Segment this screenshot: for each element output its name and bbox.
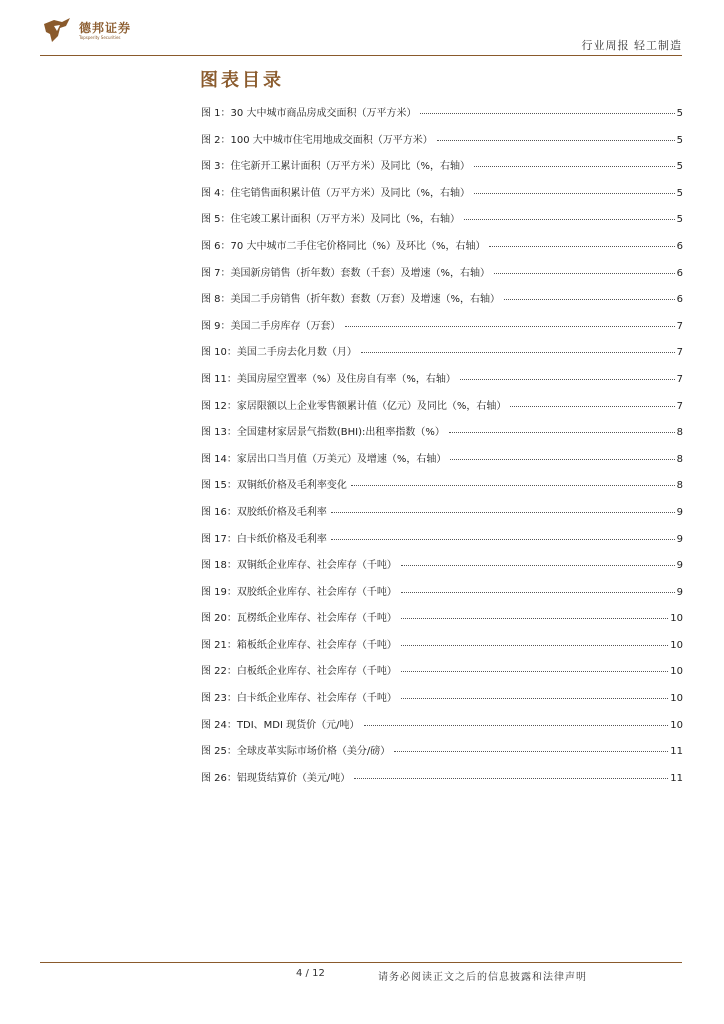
toc-entry-label: 图 21：箱板纸企业库存、社会库存（千吨）: [201, 639, 397, 651]
toc-entry-page: 10: [670, 693, 683, 705]
toc-entry-page: 6: [676, 267, 683, 279]
toc-entry[interactable]: [201, 264, 683, 291]
toc-dot-leader: [401, 592, 675, 593]
toc-entry[interactable]: [201, 530, 683, 557]
toc-entry-page: 7: [676, 320, 683, 332]
toc-dot-leader: [474, 193, 675, 194]
toc-entry[interactable]: [201, 237, 683, 264]
toc-dot-leader: [401, 618, 668, 619]
toc-dot-leader: [361, 352, 675, 353]
legal-disclaimer: 请务必阅读正文之后的信息披露和法律声明: [378, 972, 587, 983]
toc-entry-page: 11: [670, 746, 683, 758]
logo-name-en: Topsperity Securities: [79, 35, 121, 40]
toc-entry-page: 9: [676, 506, 683, 518]
toc-dot-leader: [401, 671, 668, 672]
toc-dot-leader: [364, 725, 669, 726]
toc-dot-leader: [510, 406, 674, 407]
toc-dot-leader: [450, 459, 674, 460]
toc-entry[interactable]: [201, 742, 683, 769]
toc-entry-page: 7: [676, 373, 683, 385]
toc-entry[interactable]: [201, 609, 683, 636]
toc-entry-label: 图 13：全国建材家居景气指数(BHI):出租率指数（%）: [201, 427, 445, 439]
toc-entry[interactable]: [201, 210, 683, 237]
toc-entry[interactable]: [201, 131, 683, 158]
page-header: [0, 0, 724, 60]
toc-entry-label: 图 25：全球皮革实际市场价格（美分/磅）: [201, 746, 391, 758]
toc-entry-page: 8: [676, 480, 683, 492]
toc-dot-leader: [345, 326, 675, 327]
toc-entry[interactable]: [201, 423, 683, 450]
toc-dot-leader: [401, 645, 668, 646]
toc-dot-leader: [331, 539, 675, 540]
report-category: 行业周报 轻工制造: [581, 39, 682, 52]
toc-dot-leader: [474, 166, 675, 167]
toc-dot-leader: [401, 698, 668, 699]
toc-dot-leader: [331, 512, 675, 513]
toc-entry-label: 图 20：瓦楞纸企业库存、社会库存（千吨）: [201, 613, 397, 625]
company-logo: [40, 16, 131, 46]
toc-entry-label: 图 11：美国房屋空置率（%）及住房自有率（%，右轴）: [201, 373, 456, 385]
toc-entry[interactable]: [201, 716, 683, 743]
toc-dot-leader: [351, 485, 675, 486]
toc-dot-leader: [401, 565, 675, 566]
logo-emblem-icon: [40, 16, 74, 46]
toc-entry[interactable]: [201, 290, 683, 317]
toc-entry[interactable]: [201, 450, 683, 477]
toc-entry-page: 9: [676, 533, 683, 545]
toc-entry[interactable]: [201, 476, 683, 503]
toc-entry-page: 7: [676, 347, 683, 359]
toc-entry-page: 11: [670, 772, 683, 784]
toc-entry-label: 图 2：100 大中城市住宅用地成交面积（万平方米）: [201, 134, 433, 146]
toc-entry-page: 10: [670, 666, 683, 678]
toc-entry-page: 5: [676, 214, 683, 226]
toc-dot-leader: [420, 113, 674, 114]
toc-entry[interactable]: [201, 503, 683, 530]
toc-entry[interactable]: [201, 317, 683, 344]
toc-entry-label: 图 3：住宅新开工累计面积（万平方米）及同比（%，右轴）: [201, 161, 471, 173]
toc-entry-page: 5: [676, 161, 683, 173]
toc-entry[interactable]: [201, 636, 683, 663]
toc-entry-label: 图 12：家居限额以上企业零售额累计值（亿元）及同比（%，右轴）: [201, 400, 507, 412]
toc-entry[interactable]: [201, 370, 683, 397]
toc-entry-page: 10: [670, 719, 683, 731]
toc-entry[interactable]: [201, 689, 683, 716]
toc-entry[interactable]: [201, 769, 683, 796]
toc-entry[interactable]: [201, 184, 683, 211]
toc-entry-label: 图 18：双铜纸企业库存、社会库存（千吨）: [201, 560, 397, 572]
toc-title: 图表目录: [200, 70, 284, 91]
header-divider: [40, 55, 682, 56]
toc-entry[interactable]: [201, 157, 683, 184]
toc-entry-page: 5: [676, 134, 683, 146]
toc-entry-page: 5: [676, 187, 683, 199]
toc-entry-label: 图 16：双胶纸价格及毛利率: [201, 506, 327, 518]
toc-entry-page: 6: [676, 294, 683, 306]
toc-entry-label: 图 7：美国新房销售（折年数）套数（千套）及增速（%，右轴）: [201, 267, 491, 279]
toc-dot-leader: [494, 273, 675, 274]
toc-dot-leader: [354, 778, 668, 779]
toc-entry[interactable]: [201, 397, 683, 424]
toc-entry-page: 7: [676, 400, 683, 412]
logo-name-cn: 德邦证券: [79, 21, 132, 35]
toc-entry-label: 图 22：白板纸企业库存、社会库存（千吨）: [201, 666, 397, 678]
toc-entry-label: 图 4：住宅销售面积累计值（万平方米）及同比（%，右轴）: [201, 187, 471, 199]
toc-entry[interactable]: [201, 583, 683, 610]
toc-entry-label: 图 26：铝现货结算价（美元/吨）: [201, 772, 351, 784]
toc-entry-page: 9: [676, 586, 683, 598]
toc-entry-label: 图 19：双胶纸企业库存、社会库存（千吨）: [201, 586, 397, 598]
toc-entry-label: 图 8：美国二手房销售（折年数）套数（万套）及增速（%，右轴）: [201, 294, 501, 306]
footer-divider: [40, 962, 682, 963]
toc-entry-label: 图 6：70 大中城市二手住宅价格同比（%）及环比（%，右轴）: [201, 240, 486, 252]
toc-entry-page: 8: [676, 427, 683, 439]
toc-entry-label: 图 9：美国二手房库存（万套）: [201, 320, 341, 332]
toc-entry-page: 5: [676, 108, 683, 119]
toc-dot-leader: [464, 219, 675, 220]
toc-entry-label: 图 10：美国二手房去化月数（月）: [201, 347, 357, 359]
toc-entry[interactable]: [201, 556, 683, 583]
toc-entry[interactable]: [201, 104, 683, 131]
toc-dot-leader: [489, 246, 674, 247]
toc-entry-label: 图 15：双铜纸价格及毛利率变化: [201, 480, 347, 492]
toc-list: [201, 104, 683, 795]
toc-dot-leader: [460, 379, 675, 380]
page-number: 4 / 12: [296, 968, 325, 979]
toc-entry[interactable]: [201, 662, 683, 689]
toc-dot-leader: [394, 751, 668, 752]
toc-entry-label: 图 1：30 大中城市商品房成交面积（万平方米）: [201, 108, 417, 119]
toc-entry[interactable]: [201, 343, 683, 370]
toc-entry-page: 10: [670, 613, 683, 625]
toc-entry-label: 图 24：TDI、MDI 现货价（元/吨）: [201, 719, 360, 731]
toc-entry-page: 8: [676, 453, 683, 465]
toc-entry-label: 图 5：住宅竣工累计面积（万平方米）及同比（%，右轴）: [201, 214, 461, 226]
toc-entry-page: 10: [670, 639, 683, 651]
toc-dot-leader: [449, 432, 675, 433]
toc-entry-label: 图 14：家居出口当月值（万美元）及增速（%，右轴）: [201, 453, 447, 465]
toc-dot-leader: [437, 140, 675, 141]
toc-entry-label: 图 17：白卡纸价格及毛利率: [201, 533, 327, 545]
toc-entry-page: 6: [676, 240, 683, 252]
toc-dot-leader: [504, 299, 675, 300]
toc-entry-page: 9: [676, 560, 683, 572]
toc-entry-label: 图 23：白卡纸企业库存、社会库存（千吨）: [201, 693, 397, 705]
